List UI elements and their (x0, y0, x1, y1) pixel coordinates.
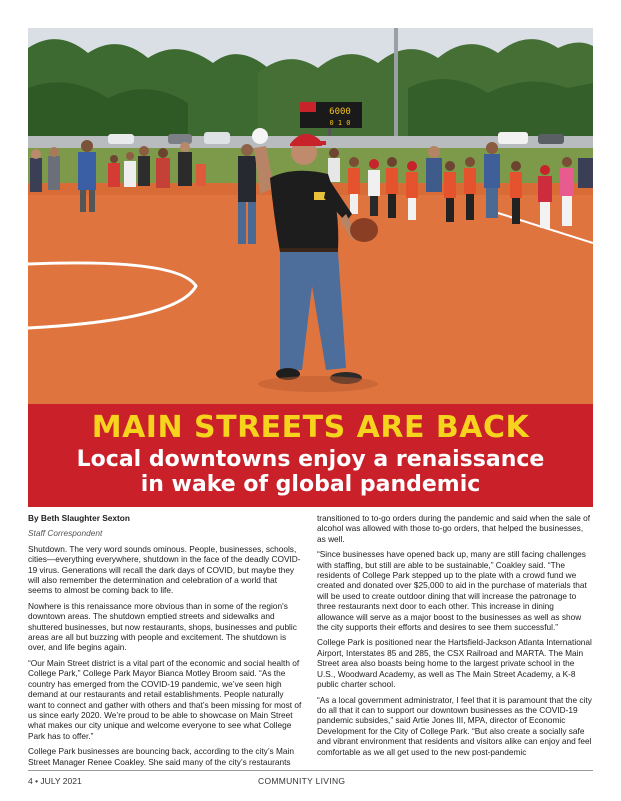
page-footer (28, 770, 593, 786)
byline-role: Staff Correspondent (28, 528, 103, 539)
scoreboard-sub: 0 1 0 (329, 119, 351, 127)
headline: MAIN STREETS ARE BACK (91, 410, 530, 445)
headline-banner (28, 404, 593, 507)
paragraph: transitioned to to-go orders during the pandemic and said when the sale of alcohol was allowed with those to-go orders, that helped the businesses, as well. (317, 513, 591, 544)
subheadline-line-1: Local downtowns enjoy a renaissance (76, 447, 545, 472)
paragraph: College Park is positioned near the Hartsfield-Jackson Atlanta International Airport, Interstates 85 and 285, the CSX Railroad and MARTA. The Main Street area also boasts being home to the largest private school in the U.S., Woodward Academy, as well as The Main Street Academy, a K-8 public charter school. (317, 637, 592, 690)
paragraph: “As a local government administrator, I feel that it is paramount that the city do all that it can to support our downtown businesses as the COVID-19 pandemic subsides,” said Artie Jones III, MPA, director of Economic Development for the City of College Park. “But also create a socially safe and vibrant environment that residents and visitors alike can enjoy and feel comfortable as we all get used to the new post-pandemic (317, 694, 592, 757)
article-column-1 (28, 513, 303, 767)
paragraph: “Our Main Street district is a vital part of the economic and social health of College Park,” College Park Mayor Bianca Motley Broom said. “As the country has emerged from the COVID-19 pandemic, we’ve seen high demand at our restaurants and retail establishments. People naturally want to connect and gather with others and that’s been missing for most of us since early 2020. We’re proud to be able to showcase on Main Street what makes our city unique and welcome everyone to see what College Park has to offer.” (28, 657, 302, 741)
paragraph: “Since businesses have opened back up, many are still facing challenges with staffing, but still are able to be sustainable,” Coakley said. “The residents of College Park stepped up to the plate with a crowd fund we created and donated over $25,000 to aid in the purchase of materials that will be used to create outdoor dining that will increase the patronage to three restaurants next door to each other. This increase in dining allowance will serve as a major boost to the businesses as well as show the city supports their efforts and desires to see them successful.” (317, 549, 587, 633)
page-folio: 4 • JULY 2021 (28, 776, 82, 786)
article-column-2 (317, 513, 592, 757)
article-body (28, 513, 593, 767)
section-name: COMMUNITY LIVING (258, 776, 346, 786)
baseball (252, 128, 268, 144)
paragraph: Nowhere is this renaissance more obvious than in some of the region's downtown areas. The shutdown emptied streets and sidewalks and shuttered businesses, but now restaurants, shops, businesses and public areas are all but buzzing with people and excitement. The shutdown is over, and life begins again. (28, 600, 297, 653)
byline-author: By Beth Slaughter Sexton (28, 513, 130, 523)
subheadline-line-2: in wake of global pandemic (140, 472, 481, 497)
paragraph: College Park businesses are bouncing back, according to the city’s Main Street Manager Renee Coakley. She said many of the city’s restaurants (28, 746, 294, 767)
hero-photo (28, 28, 593, 404)
subheadline (28, 447, 593, 497)
scoreboard-label: 6000 (329, 107, 351, 117)
paragraph: Shutdown. The very word sounds ominous. People, businesses, schools, cities—everything everywhere, shutdown in the face of the deadly COVID-19 virus. Generations will recall the dark days of COVID, but maybe they will also remember the determination and celebration of a world that seems to almost be coming back to life. (28, 543, 301, 596)
